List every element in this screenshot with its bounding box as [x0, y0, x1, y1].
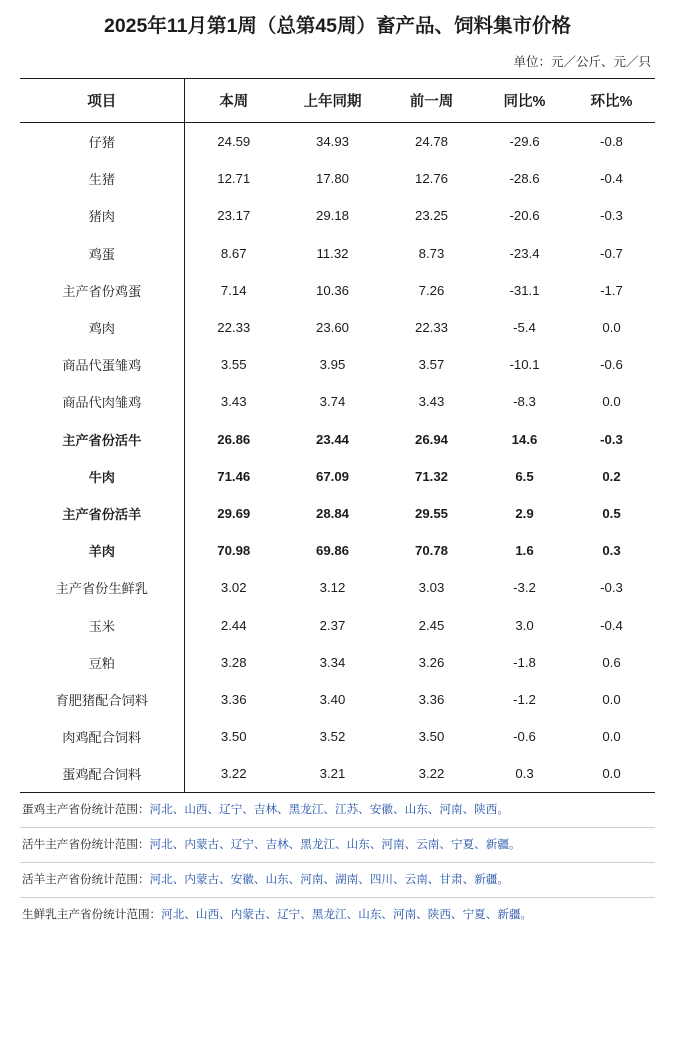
- table-cell-previous-week: 3.43: [418, 394, 445, 410]
- table-cell-mom-percent: -0.4: [600, 617, 623, 633]
- table-cell-same-period-last-year: 17.80: [315, 171, 349, 187]
- column-header-previous-week: 前一周: [382, 79, 481, 123]
- table-header-row: [20, 79, 655, 123]
- table-row: [20, 606, 655, 643]
- table-cell-this-week: 3.28: [220, 654, 247, 670]
- table-cell-item: 主产省份鸡蛋: [20, 272, 184, 309]
- table-cell-item: 商品代蛋雏鸡: [20, 346, 184, 383]
- table-cell-same-period-last-year: 28.84: [315, 505, 349, 521]
- table-cell-yoy-percent: -23.4: [509, 245, 540, 261]
- table-cell-mom-percent: 0.0: [602, 394, 621, 410]
- table-cell-yoy-percent: 6.5: [515, 468, 534, 484]
- table-cell-yoy-percent: -0.6: [513, 729, 536, 745]
- unit-note: 单位：元／公斤、元／只: [513, 55, 651, 69]
- table-cell-mom-percent: 0.2: [602, 468, 621, 484]
- table-cell-this-week: 3.22: [220, 766, 247, 782]
- price-table-container: [0, 78, 675, 792]
- table-cell-item: 主产省份活牛: [20, 421, 184, 458]
- table-cell-previous-week: 71.32: [414, 468, 448, 484]
- table-cell-yoy-percent: -28.6: [509, 171, 540, 187]
- table-row: [20, 160, 655, 197]
- table-cell-mom-percent: -0.8: [600, 134, 623, 150]
- table-cell-same-period-last-year: 67.09: [315, 468, 349, 484]
- column-header-item: 项目: [20, 79, 184, 123]
- table-cell-same-period-last-year: 10.36: [315, 282, 349, 298]
- table-body: [20, 123, 655, 793]
- table-cell-previous-week: 26.94: [414, 431, 448, 447]
- table-cell-this-week: 29.69: [217, 505, 251, 521]
- table-cell-previous-week: 8.73: [418, 245, 445, 261]
- footnote: [20, 793, 655, 828]
- footnote-label: 活牛主产省份统计范围：: [22, 838, 150, 852]
- page-title: 2025年11月第1周（总第45周）畜产品、饲料集市价格: [103, 15, 572, 37]
- table-cell-mom-percent: -0.4: [600, 171, 623, 187]
- table-row: [20, 123, 655, 161]
- table-cell-this-week: 3.36: [220, 691, 247, 707]
- table-cell-this-week: 70.98: [217, 543, 251, 559]
- column-header-this-week: 本周: [184, 79, 283, 123]
- table-cell-this-week: 2.44: [220, 617, 247, 633]
- table-cell-same-period-last-year: 3.12: [319, 580, 346, 596]
- table-cell-item: 肉鸡配合饲料: [20, 718, 184, 755]
- column-header-mom-percent: 环比%: [568, 79, 655, 123]
- table-cell-this-week: 3.43: [220, 394, 247, 410]
- table-row: [20, 421, 655, 458]
- table-cell-previous-week: 24.78: [414, 134, 448, 150]
- table-cell-mom-percent: 0.0: [602, 729, 621, 745]
- footnote: [20, 828, 655, 863]
- table-cell-previous-week: 7.26: [418, 282, 445, 298]
- table-cell-this-week: 24.59: [217, 134, 251, 150]
- table-cell-same-period-last-year: 23.44: [315, 431, 349, 447]
- column-header-same-period-last-year: 上年同期: [283, 79, 382, 123]
- table-row: [20, 644, 655, 681]
- table-cell-same-period-last-year: 3.74: [319, 394, 346, 410]
- table-row: [20, 495, 655, 532]
- footnote-scope: 河北、内蒙古、辽宁、吉林、黑龙江、山东、河南、云南、宁夏、新疆。: [149, 838, 521, 852]
- footnote-scope: 河北、内蒙古、安徽、山东、河南、湖南、四川、云南、甘肃、新疆。: [149, 873, 509, 887]
- table-cell-item: 蛋鸡配合饲料: [20, 755, 184, 792]
- table-cell-this-week: 22.33: [217, 320, 251, 336]
- table-cell-item: 豆粕: [20, 644, 184, 681]
- table-cell-item: 主产省份生鲜乳: [20, 569, 184, 606]
- table-cell-item: 鸡肉: [20, 309, 184, 346]
- table-cell-same-period-last-year: 3.95: [319, 357, 346, 373]
- footnote-label: 活羊主产省份统计范围：: [22, 873, 150, 887]
- table-cell-this-week: 3.50: [220, 729, 247, 745]
- table-cell-same-period-last-year: 2.37: [319, 617, 346, 633]
- footnote-label: 蛋鸡主产省份统计范围：: [22, 803, 150, 817]
- table-cell-mom-percent: 0.5: [602, 505, 621, 521]
- table-cell-same-period-last-year: 3.34: [319, 654, 346, 670]
- table-cell-item: 牛肉: [20, 458, 184, 495]
- table-cell-yoy-percent: -10.1: [509, 357, 540, 373]
- table-cell-previous-week: 29.55: [414, 505, 448, 521]
- table-row: [20, 197, 655, 234]
- table-cell-item: 羊肉: [20, 532, 184, 569]
- table-cell-previous-week: 22.33: [414, 320, 448, 336]
- table-cell-mom-percent: -0.3: [600, 208, 623, 224]
- table-cell-yoy-percent: 2.9: [515, 505, 534, 521]
- table-cell-same-period-last-year: 34.93: [315, 134, 349, 150]
- table-cell-yoy-percent: -20.6: [509, 208, 540, 224]
- table-cell-yoy-percent: 3.0: [515, 617, 534, 633]
- table-cell-mom-percent: -0.3: [600, 431, 623, 447]
- table-cell-mom-percent: 0.6: [602, 654, 621, 670]
- table-cell-mom-percent: 0.0: [602, 691, 621, 707]
- table-cell-yoy-percent: -29.6: [509, 134, 540, 150]
- table-cell-item: 猪肉: [20, 197, 184, 234]
- table-cell-previous-week: 23.25: [414, 208, 448, 224]
- table-cell-previous-week: 3.22: [418, 766, 445, 782]
- table-cell-mom-percent: -1.7: [600, 282, 623, 298]
- table-row: [20, 569, 655, 606]
- table-cell-previous-week: 2.45: [418, 617, 445, 633]
- table-cell-same-period-last-year: 69.86: [315, 543, 349, 559]
- table-header: [20, 79, 655, 123]
- table-cell-yoy-percent: 0.3: [515, 766, 534, 782]
- table-cell-same-period-last-year: 23.60: [315, 320, 349, 336]
- table-row: [20, 718, 655, 755]
- table-cell-yoy-percent: -5.4: [513, 320, 536, 336]
- table-cell-yoy-percent: -3.2: [513, 580, 536, 596]
- table-cell-same-period-last-year: 3.40: [319, 691, 346, 707]
- table-cell-previous-week: 3.36: [418, 691, 445, 707]
- table-cell-item: 商品代肉雏鸡: [20, 383, 184, 420]
- table-cell-yoy-percent: -31.1: [509, 282, 540, 298]
- table-cell-previous-week: 70.78: [414, 543, 448, 559]
- table-row: [20, 755, 655, 792]
- table-cell-previous-week: 3.26: [418, 654, 445, 670]
- table-cell-mom-percent: 0.0: [602, 766, 621, 782]
- table-cell-this-week: 71.46: [217, 468, 251, 484]
- table-row: [20, 383, 655, 420]
- table-cell-item: 育肥猪配合饲料: [20, 681, 184, 718]
- table-cell-same-period-last-year: 3.52: [319, 729, 346, 745]
- footnotes: [0, 793, 675, 932]
- table-cell-this-week: 26.86: [217, 431, 251, 447]
- table-cell-item: 生猪: [20, 160, 184, 197]
- table-cell-yoy-percent: 14.6: [511, 431, 538, 447]
- table-cell-this-week: 3.55: [220, 357, 247, 373]
- table-cell-mom-percent: -0.3: [600, 580, 623, 596]
- table-row: [20, 458, 655, 495]
- table-cell-mom-percent: 0.0: [602, 320, 621, 336]
- table-cell-mom-percent: -0.6: [600, 357, 623, 373]
- column-header-yoy-percent: 同比%: [481, 79, 568, 123]
- table-cell-item: 仔猪: [20, 123, 184, 161]
- table-cell-this-week: 3.02: [220, 580, 247, 596]
- table-row: [20, 309, 655, 346]
- table-cell-this-week: 7.14: [220, 282, 247, 298]
- table-cell-previous-week: 12.76: [414, 171, 448, 187]
- footnote: [20, 863, 655, 898]
- table-row: [20, 346, 655, 383]
- table-cell-yoy-percent: 1.6: [515, 543, 534, 559]
- footnote-scope: 河北、山西、内蒙古、辽宁、黑龙江、山东、河南、陕西、宁夏、新疆。: [161, 908, 533, 922]
- table-cell-this-week: 12.71: [217, 171, 251, 187]
- table-cell-previous-week: 3.57: [418, 357, 445, 373]
- table-row: [20, 681, 655, 718]
- table-cell-this-week: 8.67: [220, 245, 247, 261]
- footnote-label: 生鲜乳主产省份统计范围：: [22, 908, 162, 922]
- table-row: [20, 272, 655, 309]
- table-cell-yoy-percent: -8.3: [513, 394, 536, 410]
- table-row: [20, 532, 655, 569]
- table-cell-same-period-last-year: 3.21: [319, 766, 346, 782]
- table-cell-yoy-percent: -1.8: [513, 654, 536, 670]
- table-cell-mom-percent: 0.3: [602, 543, 621, 559]
- table-cell-this-week: 23.17: [217, 208, 251, 224]
- table-cell-yoy-percent: -1.2: [513, 691, 536, 707]
- table-row: [20, 235, 655, 272]
- table-cell-previous-week: 3.50: [418, 729, 445, 745]
- table-cell-previous-week: 3.03: [418, 580, 445, 596]
- table-cell-mom-percent: -0.7: [600, 245, 623, 261]
- footnote-scope: 河北、山西、辽宁、吉林、黑龙江、江苏、安徽、山东、河南、陕西。: [149, 803, 509, 817]
- table-cell-item: 鸡蛋: [20, 235, 184, 272]
- price-table: [20, 78, 655, 792]
- table-cell-item: 主产省份活羊: [20, 495, 184, 532]
- footnote: [20, 898, 655, 932]
- table-cell-same-period-last-year: 11.32: [316, 245, 349, 261]
- table-cell-item: 玉米: [20, 606, 184, 643]
- table-cell-same-period-last-year: 29.18: [315, 208, 349, 224]
